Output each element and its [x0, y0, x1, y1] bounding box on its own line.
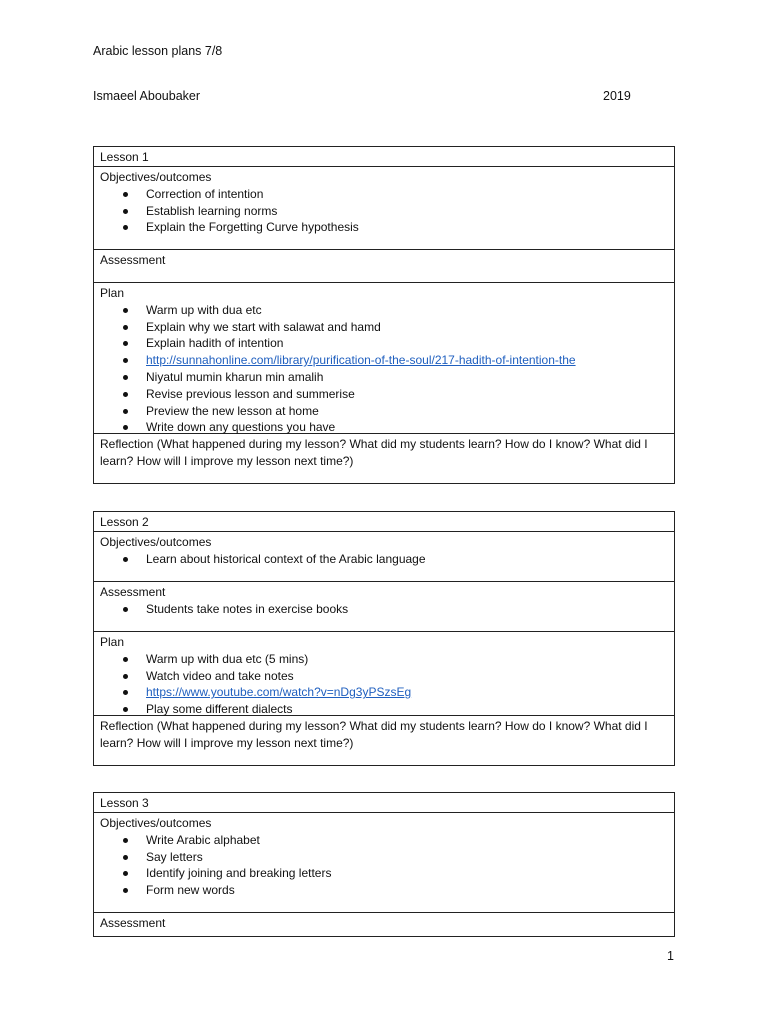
lesson-title-row [94, 793, 674, 812]
assessment-row [94, 249, 674, 282]
objectives-row [94, 166, 674, 249]
list-item: Establish learning norms [120, 203, 668, 220]
lesson-1-table [93, 146, 675, 484]
list-item: Explain hadith of intention [120, 335, 668, 352]
objectives-row [94, 531, 674, 581]
assessment-label: Assessment [100, 916, 166, 930]
objectives-label: Objectives/outcomes [100, 535, 212, 549]
plan-list [100, 651, 668, 718]
objectives-list [100, 832, 668, 899]
plan-label: Plan [100, 286, 125, 300]
list-item: Warm up with dua etc [120, 302, 668, 319]
list-item: Write Arabic alphabet [120, 832, 668, 849]
list-item: Explain why we start with salawat and hamd [120, 319, 668, 336]
youtube-link[interactable]: https://www.youtube.com/watch?v=nDg3yPSzsEg [146, 685, 412, 700]
lesson-title-row [94, 147, 674, 166]
lesson-3-table [93, 792, 675, 937]
objectives-label: Objectives/outcomes [100, 170, 212, 184]
list-item: Learn about historical context of the Arabic language [120, 551, 668, 568]
objectives-list [100, 551, 668, 568]
assessment-row [94, 581, 674, 631]
objectives-label: Objectives/outcomes [100, 816, 212, 830]
list-item: Correction of intention [120, 186, 668, 203]
objectives-row [94, 812, 674, 912]
list-item: Write down any questions you have [120, 419, 668, 436]
assessment-label: Assessment [100, 253, 166, 267]
year: 2019 [603, 89, 631, 103]
list-item: Identify joining and breaking letters [120, 865, 668, 882]
objectives-list [100, 186, 668, 236]
list-item: Form new words [120, 882, 668, 899]
lesson-title: Lesson 2 [100, 515, 149, 529]
list-item: Watch video and take notes [120, 668, 668, 685]
list-item: Play some different dialects [120, 701, 668, 718]
list-item: Niyatul mumin kharun min amalih [120, 369, 668, 386]
plan-list [100, 302, 668, 436]
list-item: Warm up with dua etc (5 mins) [120, 651, 668, 668]
list-item: Revise previous lesson and summerise [120, 386, 668, 403]
list-item: Students take notes in exercise books [120, 601, 668, 618]
list-item: Explain the Forgetting Curve hypothesis [120, 219, 668, 236]
lesson-2-table [93, 511, 675, 766]
list-item: Preview the new lesson at home [120, 403, 668, 420]
reflection-row [94, 715, 674, 765]
reflection-text: Reflection (What happened during my lesson? What did my students learn? How do I know? What did I learn? How will I improve my lesson next time?) [100, 437, 648, 468]
plan-row [94, 631, 674, 715]
reflection-text: Reflection (What happened during my lesson? What did my students learn? How do I know? What did I learn? How will I improve my lesson next time?) [100, 719, 648, 750]
reflection-row [94, 433, 674, 483]
doc-title: Arabic lesson plans 7/8 [93, 44, 223, 58]
plan-label: Plan [100, 635, 125, 649]
list-item [120, 684, 668, 701]
assessment-label: Assessment [100, 585, 166, 599]
assessment-row [94, 912, 674, 936]
lesson-title-row [94, 512, 674, 531]
sunnahonline-link[interactable]: http://sunnahonline.com/library/purification-of-the-soul/217-hadith-of-intention-the [146, 353, 576, 368]
lesson-title: Lesson 1 [100, 150, 149, 164]
assessment-list [100, 601, 668, 618]
author-name: Ismaeel Aboubaker [93, 89, 201, 103]
lesson-title: Lesson 3 [100, 796, 149, 810]
plan-row [94, 282, 674, 433]
page-number: 1 [667, 949, 674, 963]
list-item [120, 352, 668, 369]
list-item: Say letters [120, 849, 668, 866]
